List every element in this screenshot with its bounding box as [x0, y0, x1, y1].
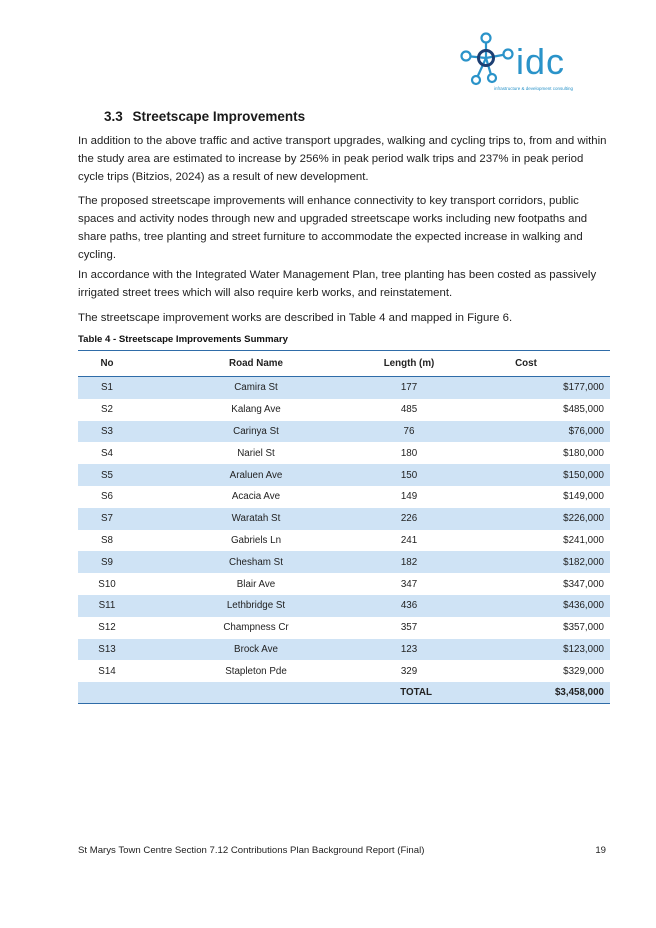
- cell-road: Gabriels Ln: [230, 534, 282, 546]
- cell-length: 177: [376, 377, 442, 399]
- cell-road: Nariel St: [237, 447, 275, 459]
- cell-length: 149: [400, 491, 418, 503]
- table-row: [78, 421, 610, 443]
- cell-cost: $76,000: [442, 421, 610, 443]
- table-row: [78, 595, 610, 617]
- cell-length: 150: [376, 464, 442, 486]
- cell-road: Lethbridge St: [136, 595, 376, 617]
- section-title: Streetscape Improvements: [132, 109, 306, 124]
- cell-no: S10: [98, 578, 116, 590]
- cell-cost: $180,000: [563, 447, 604, 459]
- paragraph-4: The streetscape improvement works are described in Table 4 and mapped in Figure 6.: [78, 312, 513, 324]
- cell-length: 226: [376, 508, 442, 530]
- cell-cost: $436,000: [442, 595, 610, 617]
- cell-no: S5: [78, 464, 136, 486]
- cell-no: S14: [98, 665, 116, 677]
- cell-cost: $182,000: [442, 551, 610, 573]
- cell-no: S9: [78, 551, 136, 573]
- cell-cost: $357,000: [563, 622, 604, 634]
- footer-text: St Marys Town Centre Section 7.12 Contributions Plan Background Report (Final): [78, 845, 425, 856]
- table-row: [78, 639, 610, 661]
- header-road-name: Road Name: [136, 351, 376, 377]
- cell-no: S12: [98, 622, 116, 634]
- cell-road: Carinya St: [136, 421, 376, 443]
- cell-empty: [136, 682, 376, 704]
- table-row: [78, 551, 610, 573]
- header-cost: Cost: [442, 351, 610, 377]
- cell-length: 180: [400, 447, 418, 459]
- streetscape-table: [78, 350, 610, 704]
- cell-cost: $241,000: [563, 534, 604, 546]
- logo-wordmark: idc: [516, 41, 566, 82]
- cell-length: 436: [376, 595, 442, 617]
- cell-length: 76: [376, 421, 442, 443]
- header-length: Length (m): [376, 351, 442, 377]
- cell-no: S6: [101, 491, 113, 503]
- table-row: [78, 530, 610, 552]
- paragraph-1: In addition to the above traffic and active transport upgrades, walking and cycling trips to, from and within the study area are estimated to increase by 256% in peak period walk trips and 237% in peak period cycle trips (Bitzios, 2024) as a result of new development.: [78, 135, 607, 183]
- cell-road: Kalang Ave: [231, 404, 281, 416]
- section-heading: [104, 109, 305, 124]
- page-number: 19: [595, 845, 606, 856]
- table-row: [78, 442, 610, 464]
- total-label: TOTAL: [376, 682, 442, 704]
- cell-cost: $226,000: [442, 508, 610, 530]
- cell-no: S1: [78, 377, 136, 399]
- cell-no: S3: [78, 421, 136, 443]
- cell-length: 123: [376, 639, 442, 661]
- table-row: [78, 617, 610, 639]
- cell-cost: $485,000: [563, 404, 604, 416]
- section-number: 3.3: [104, 109, 123, 124]
- cell-cost: $329,000: [563, 665, 604, 677]
- cell-length: 357: [400, 622, 418, 634]
- cell-length: 182: [376, 551, 442, 573]
- cell-road: Brock Ave: [136, 639, 376, 661]
- table-caption: Table 4 - Streetscape Improvements Summary: [78, 334, 288, 345]
- cell-cost: $177,000: [442, 377, 610, 399]
- cell-length: 329: [400, 665, 418, 677]
- table-row: [78, 660, 610, 682]
- cell-road: Camira St: [136, 377, 376, 399]
- table-row: [78, 486, 610, 508]
- cell-road: Acacia Ave: [231, 491, 281, 503]
- table-row: [78, 464, 610, 486]
- table-row: [78, 377, 610, 399]
- cell-no: S11: [78, 595, 136, 617]
- cell-road: Chesham St: [136, 551, 376, 573]
- cell-cost: $123,000: [442, 639, 610, 661]
- cell-cost: $150,000: [442, 464, 610, 486]
- cell-cost: $347,000: [563, 578, 604, 590]
- cell-no: S8: [101, 534, 113, 546]
- cell-empty: [78, 682, 136, 704]
- cell-road: Stapleton Pde: [225, 665, 287, 677]
- cell-cost: $149,000: [563, 491, 604, 503]
- cell-road: Araluen Ave: [136, 464, 376, 486]
- cell-length: 241: [400, 534, 418, 546]
- logo-tagline: infrastructure & development consulting: [494, 86, 574, 91]
- table-header-row: [78, 351, 610, 377]
- cell-no: S2: [101, 404, 113, 416]
- cell-road: Blair Ave: [236, 578, 276, 590]
- cell-no: S4: [101, 447, 113, 459]
- table-row: [78, 573, 610, 595]
- cell-road: Champness Cr: [223, 622, 289, 634]
- header-no: No: [78, 351, 136, 377]
- cell-no: S7: [78, 508, 136, 530]
- cell-length: 485: [400, 404, 418, 416]
- cell-length: 347: [400, 578, 418, 590]
- total-value: $3,458,000: [442, 682, 610, 704]
- paragraph-3: In accordance with the Integrated Water Management Plan, tree planting has been costed as passively irrigated street trees which will also require kerb works, and reinstatement.: [78, 269, 597, 299]
- table-row: [78, 508, 610, 530]
- cell-no: S13: [78, 639, 136, 661]
- table-row: [78, 399, 610, 421]
- cell-road: Waratah St: [136, 508, 376, 530]
- paragraph-2: The proposed streetscape improvements will enhance connectivity to key transport corridors, public spaces and activity nodes through new and upgraded streetscape works including new footpaths and share paths, tree planting and street furniture to accommodate the expected increase in walking and cycling.: [78, 195, 588, 261]
- table-total-row: [78, 682, 610, 704]
